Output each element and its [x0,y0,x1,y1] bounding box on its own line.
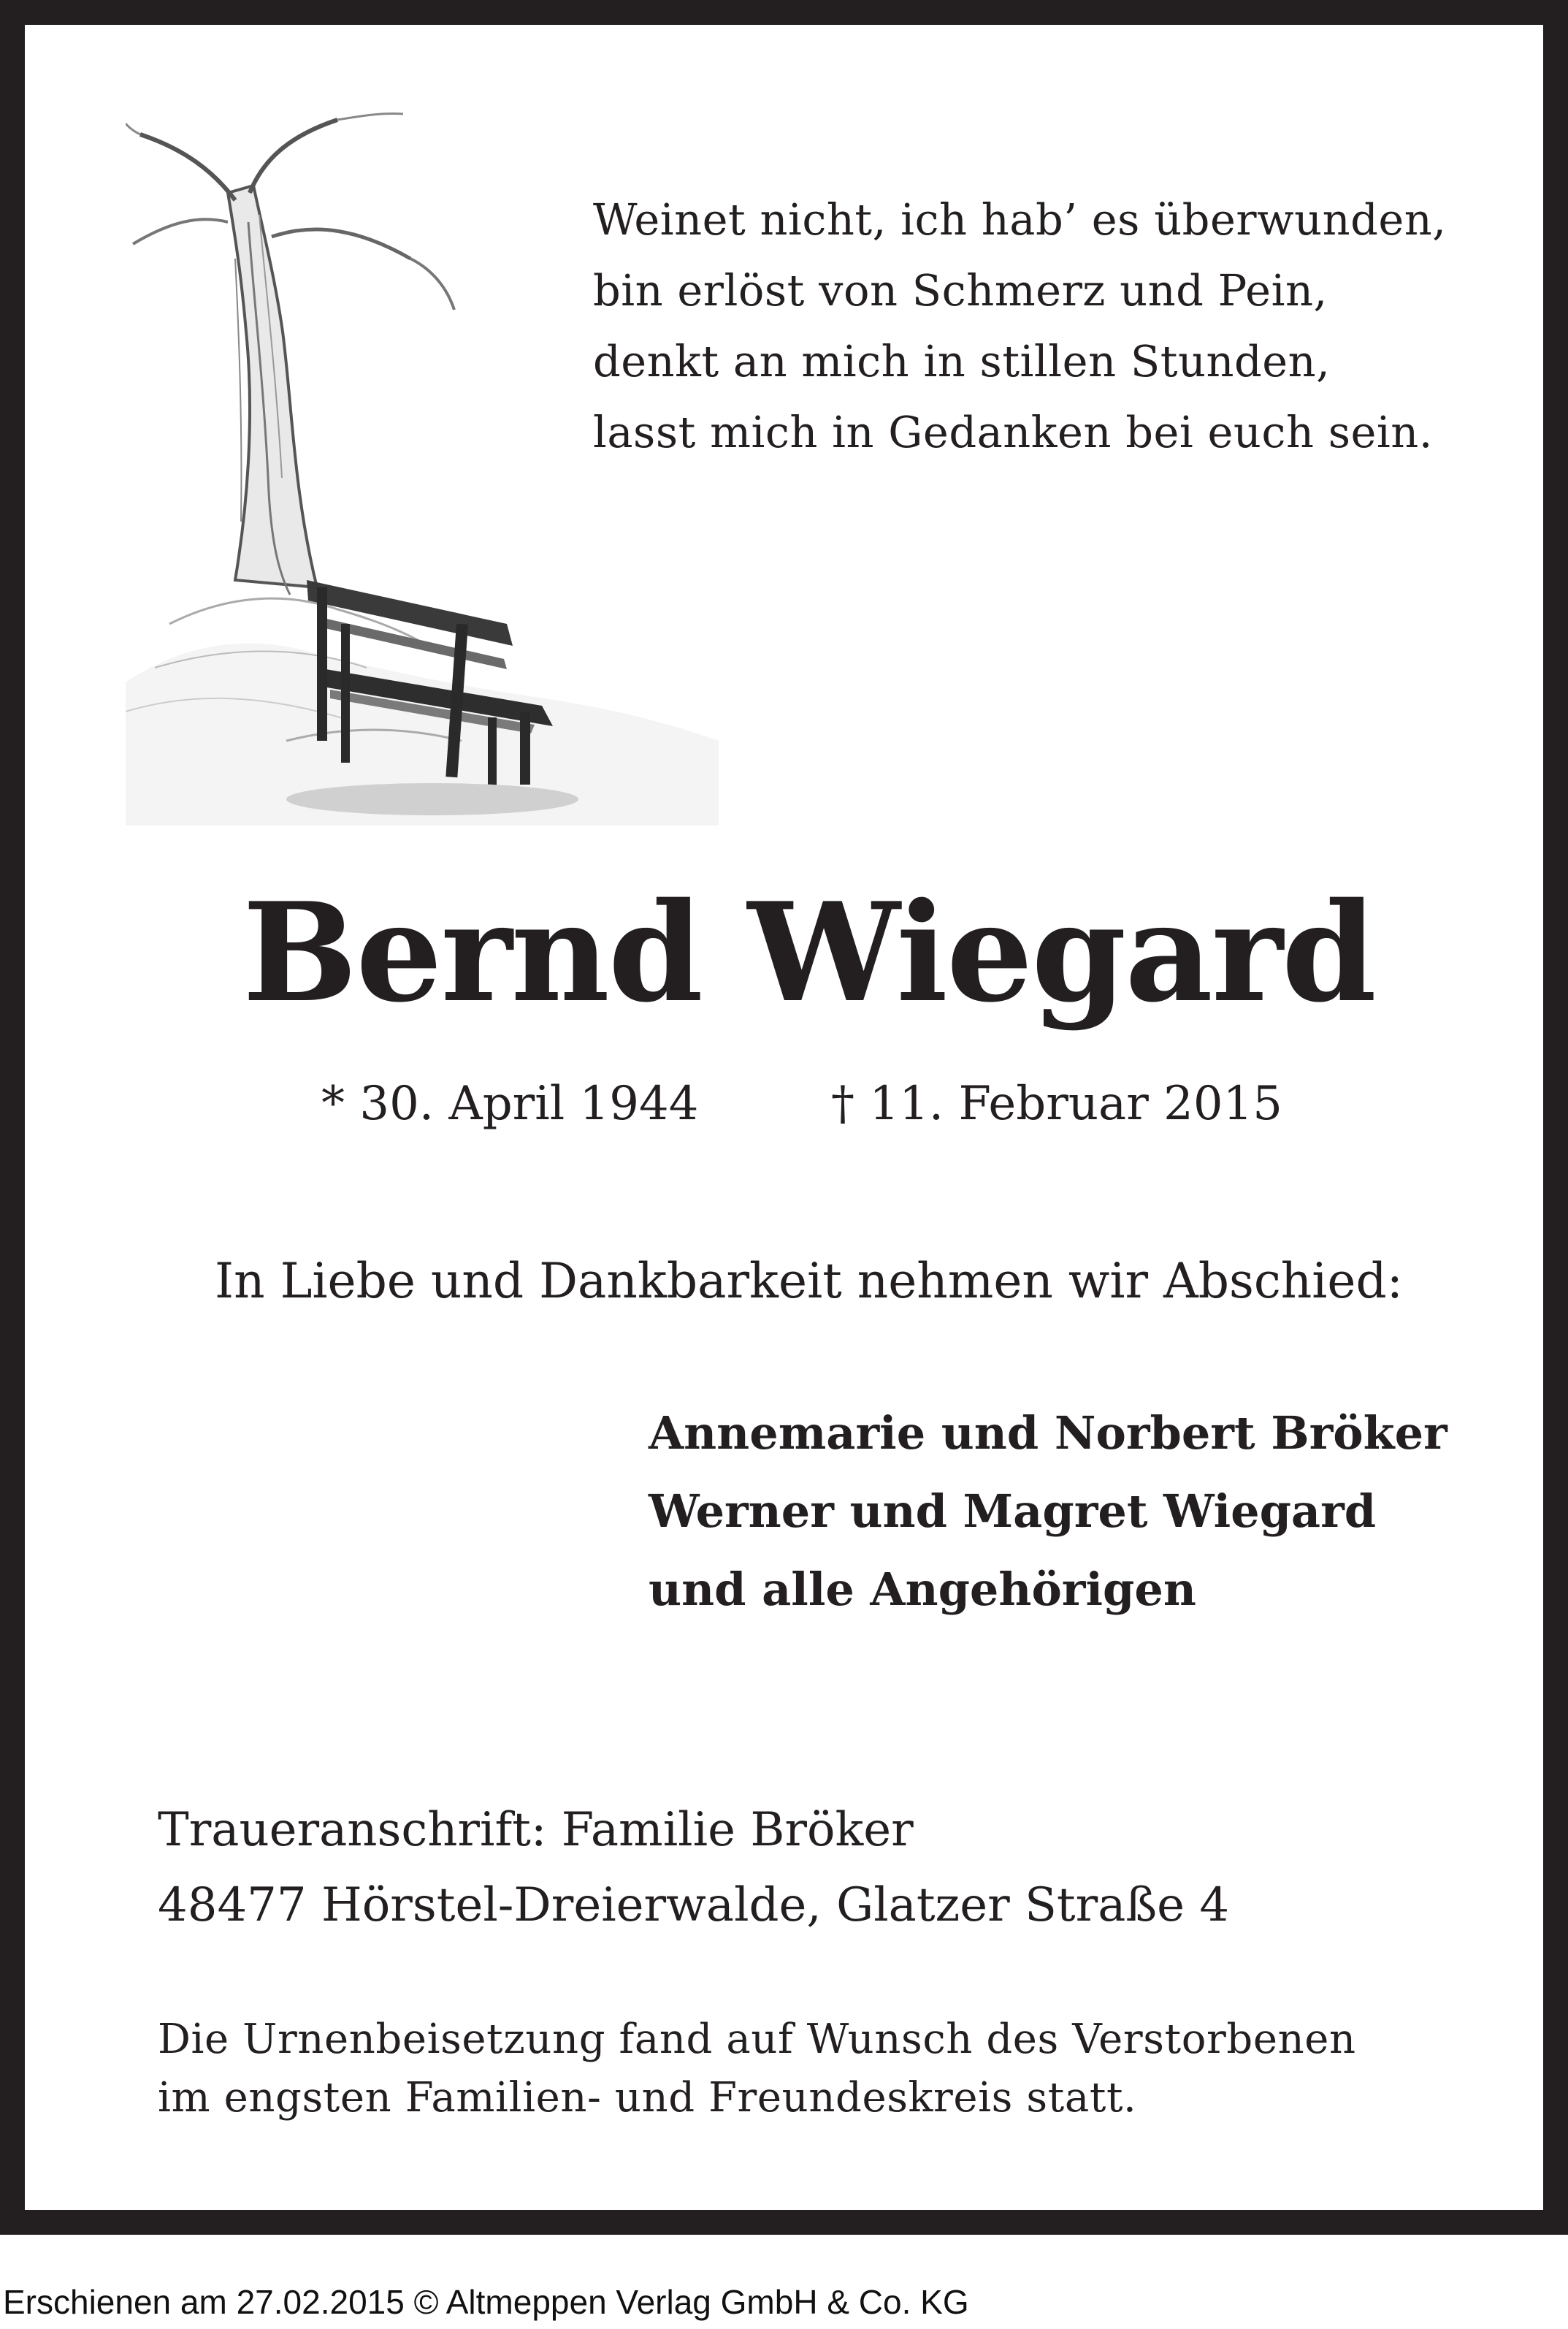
publication-footer: Erschienen am 27.02.2015 © Altmeppen Verlag GmbH & Co. KG [3,2283,969,2321]
mourning-address [158,1793,1229,1943]
mourner: Annemarie und Norbert Bröker [649,1406,1447,1460]
note-line: im engsten Familien- und Freundeskreis statt. [158,2074,1137,2122]
poem-line: denkt an mich in stillen Stunden, [593,336,1331,386]
address-line: Traueranschrift: Familie Bröker [158,1803,914,1857]
death-date: † 11. Februar 2015 [831,1077,1282,1131]
poem [593,184,1447,468]
poem-line: lasst mich in Gedanken bei euch sein. [593,407,1434,457]
address-line: 48477 Hörstel-Dreierwalde, Glatzer Straße 4 [158,1878,1230,1932]
poem-line: Weinet nicht, ich hab’ es überwunden, [593,194,1447,245]
note-line: Die Urnenbeisetzung fand auf Wunsch des Verstorbenen [158,2016,1356,2063]
mourner: und alle Angehörigen [649,1563,1196,1616]
deceased-name: Bernd Wiegard [242,872,1375,1032]
birth-date: * 30. April 1944 [321,1077,699,1131]
mourner: Werner und Magret Wiegard [649,1484,1377,1538]
farewell-text: In Liebe und Dankbarkeit nehmen wir Abschied: [215,1253,1403,1309]
mourners-list [649,1394,1447,1628]
burial-note [158,2010,1356,2127]
poem-line: bin erlöst von Schmerz und Pein, [593,265,1328,316]
